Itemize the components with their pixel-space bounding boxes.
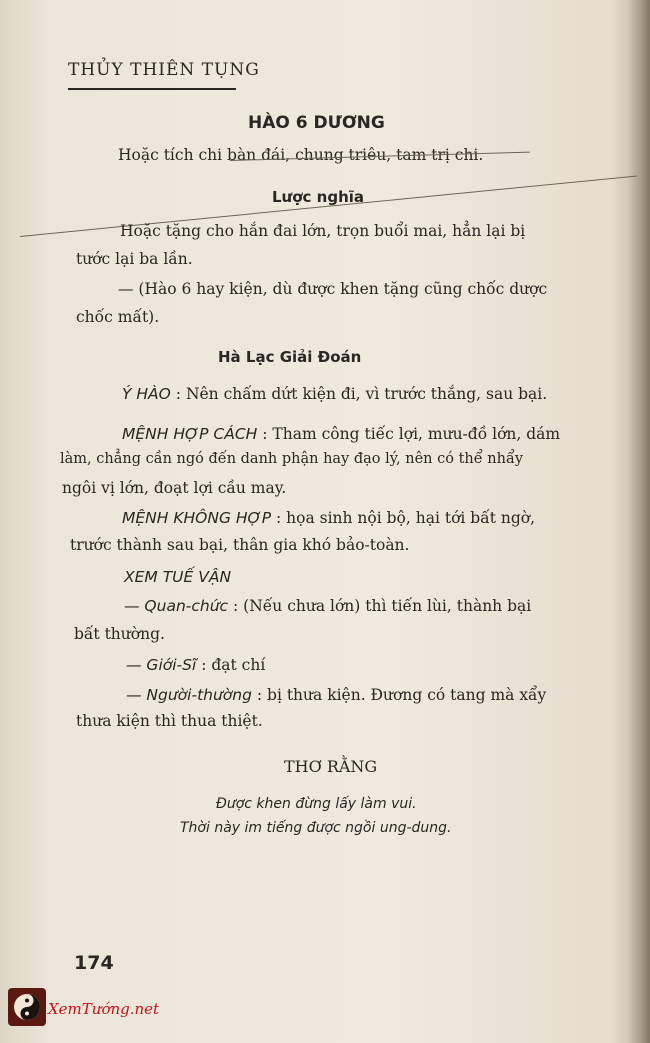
poem-line-2: Thời này im tiếng được ngồi ung-dung. (180, 820, 452, 836)
quan-chuc-line (124, 597, 531, 615)
nguoi-thuong-label: — Người-thường (126, 686, 252, 704)
section-title: HÀO 6 DƯƠNG (248, 113, 385, 133)
menh-hop-label: MỆNH HỢP CÁCH (122, 425, 258, 443)
tho-rang-heading: THƠ RẰNG (284, 757, 378, 776)
luoc-nghia-p2-line2: chốc mất). (76, 308, 160, 326)
page-number: 174 (74, 952, 114, 974)
ha-lac-heading: Hà Lạc Giải Đoán (218, 348, 362, 366)
menh-hop-line2: làm, chẳng cần ngó đến danh phận hay đạo lý, nên có thể nhẩy (60, 451, 524, 467)
y-hao-text: : Nên chấm dứt kiện đi, vì trước thắng, sau bại. (175, 385, 548, 403)
chinese-verse: Hoặc tích chi bàn đái, chung triêu, tam trị chi. (118, 146, 484, 164)
menh-hop-line1 (122, 425, 560, 443)
quan-chuc-label: — Quan-chức (124, 597, 229, 615)
menh-hop-text1: : Tham công tiếc lợi, mưu-đồ lớn, dám (262, 425, 561, 443)
quan-chuc-line2: bất thường. (74, 625, 165, 643)
page-edge-shadow (628, 0, 650, 1043)
running-header: THỦY THIÊN TỤNG (68, 60, 260, 80)
watermark-text: XemTướng.net (48, 1000, 160, 1018)
poem-line-1: Được khen đừng lấy làm vui. (216, 796, 417, 812)
y-hao-line (122, 385, 547, 403)
menh-khong-line2: trước thành sau bại, thân gia khó bảo-toàn. (70, 536, 410, 554)
nguoi-thuong-text: : bị thưa kiện. Đương có tang mà xẩy (256, 686, 547, 704)
header-rule (68, 88, 236, 90)
xem-tue-van: XEM TUẾ VẬN (124, 568, 232, 586)
gioi-si-line (126, 656, 265, 674)
menh-khong-text1: : họa sinh nội bộ, hại tới bất ngờ, (276, 509, 536, 527)
nguoi-thuong-line (126, 686, 546, 704)
luoc-nghia-heading: Lược nghĩa (272, 188, 365, 206)
y-hao-label: Ý HÀO (122, 385, 171, 403)
quan-chuc-text: : (Nếu chưa lớn) thì tiến lùi, thành bại (233, 597, 532, 615)
nguoi-thuong-line2: thưa kiện thì thua thiệt. (76, 712, 263, 730)
gioi-si-text: : đạt chí (201, 656, 266, 674)
gioi-si-label: — Giới-Sĩ (126, 656, 197, 674)
menh-hop-line3: ngôi vị lớn, đoạt lợi cầu may. (62, 479, 287, 497)
luoc-nghia-p2-line1: — (Hào 6 hay kiện, dù được khen tặng cũng chốc dược (118, 280, 548, 298)
menh-khong-label: MỆNH KHÔNG HỢP (122, 509, 272, 527)
menh-khong-line1 (122, 509, 535, 527)
luoc-nghia-p1-line1: Hoặc tặng cho hắn đai lớn, trọn buổi mai, hẳn lại bị (120, 222, 526, 240)
luoc-nghia-p1-line2: tước lại ba lần. (76, 250, 193, 268)
